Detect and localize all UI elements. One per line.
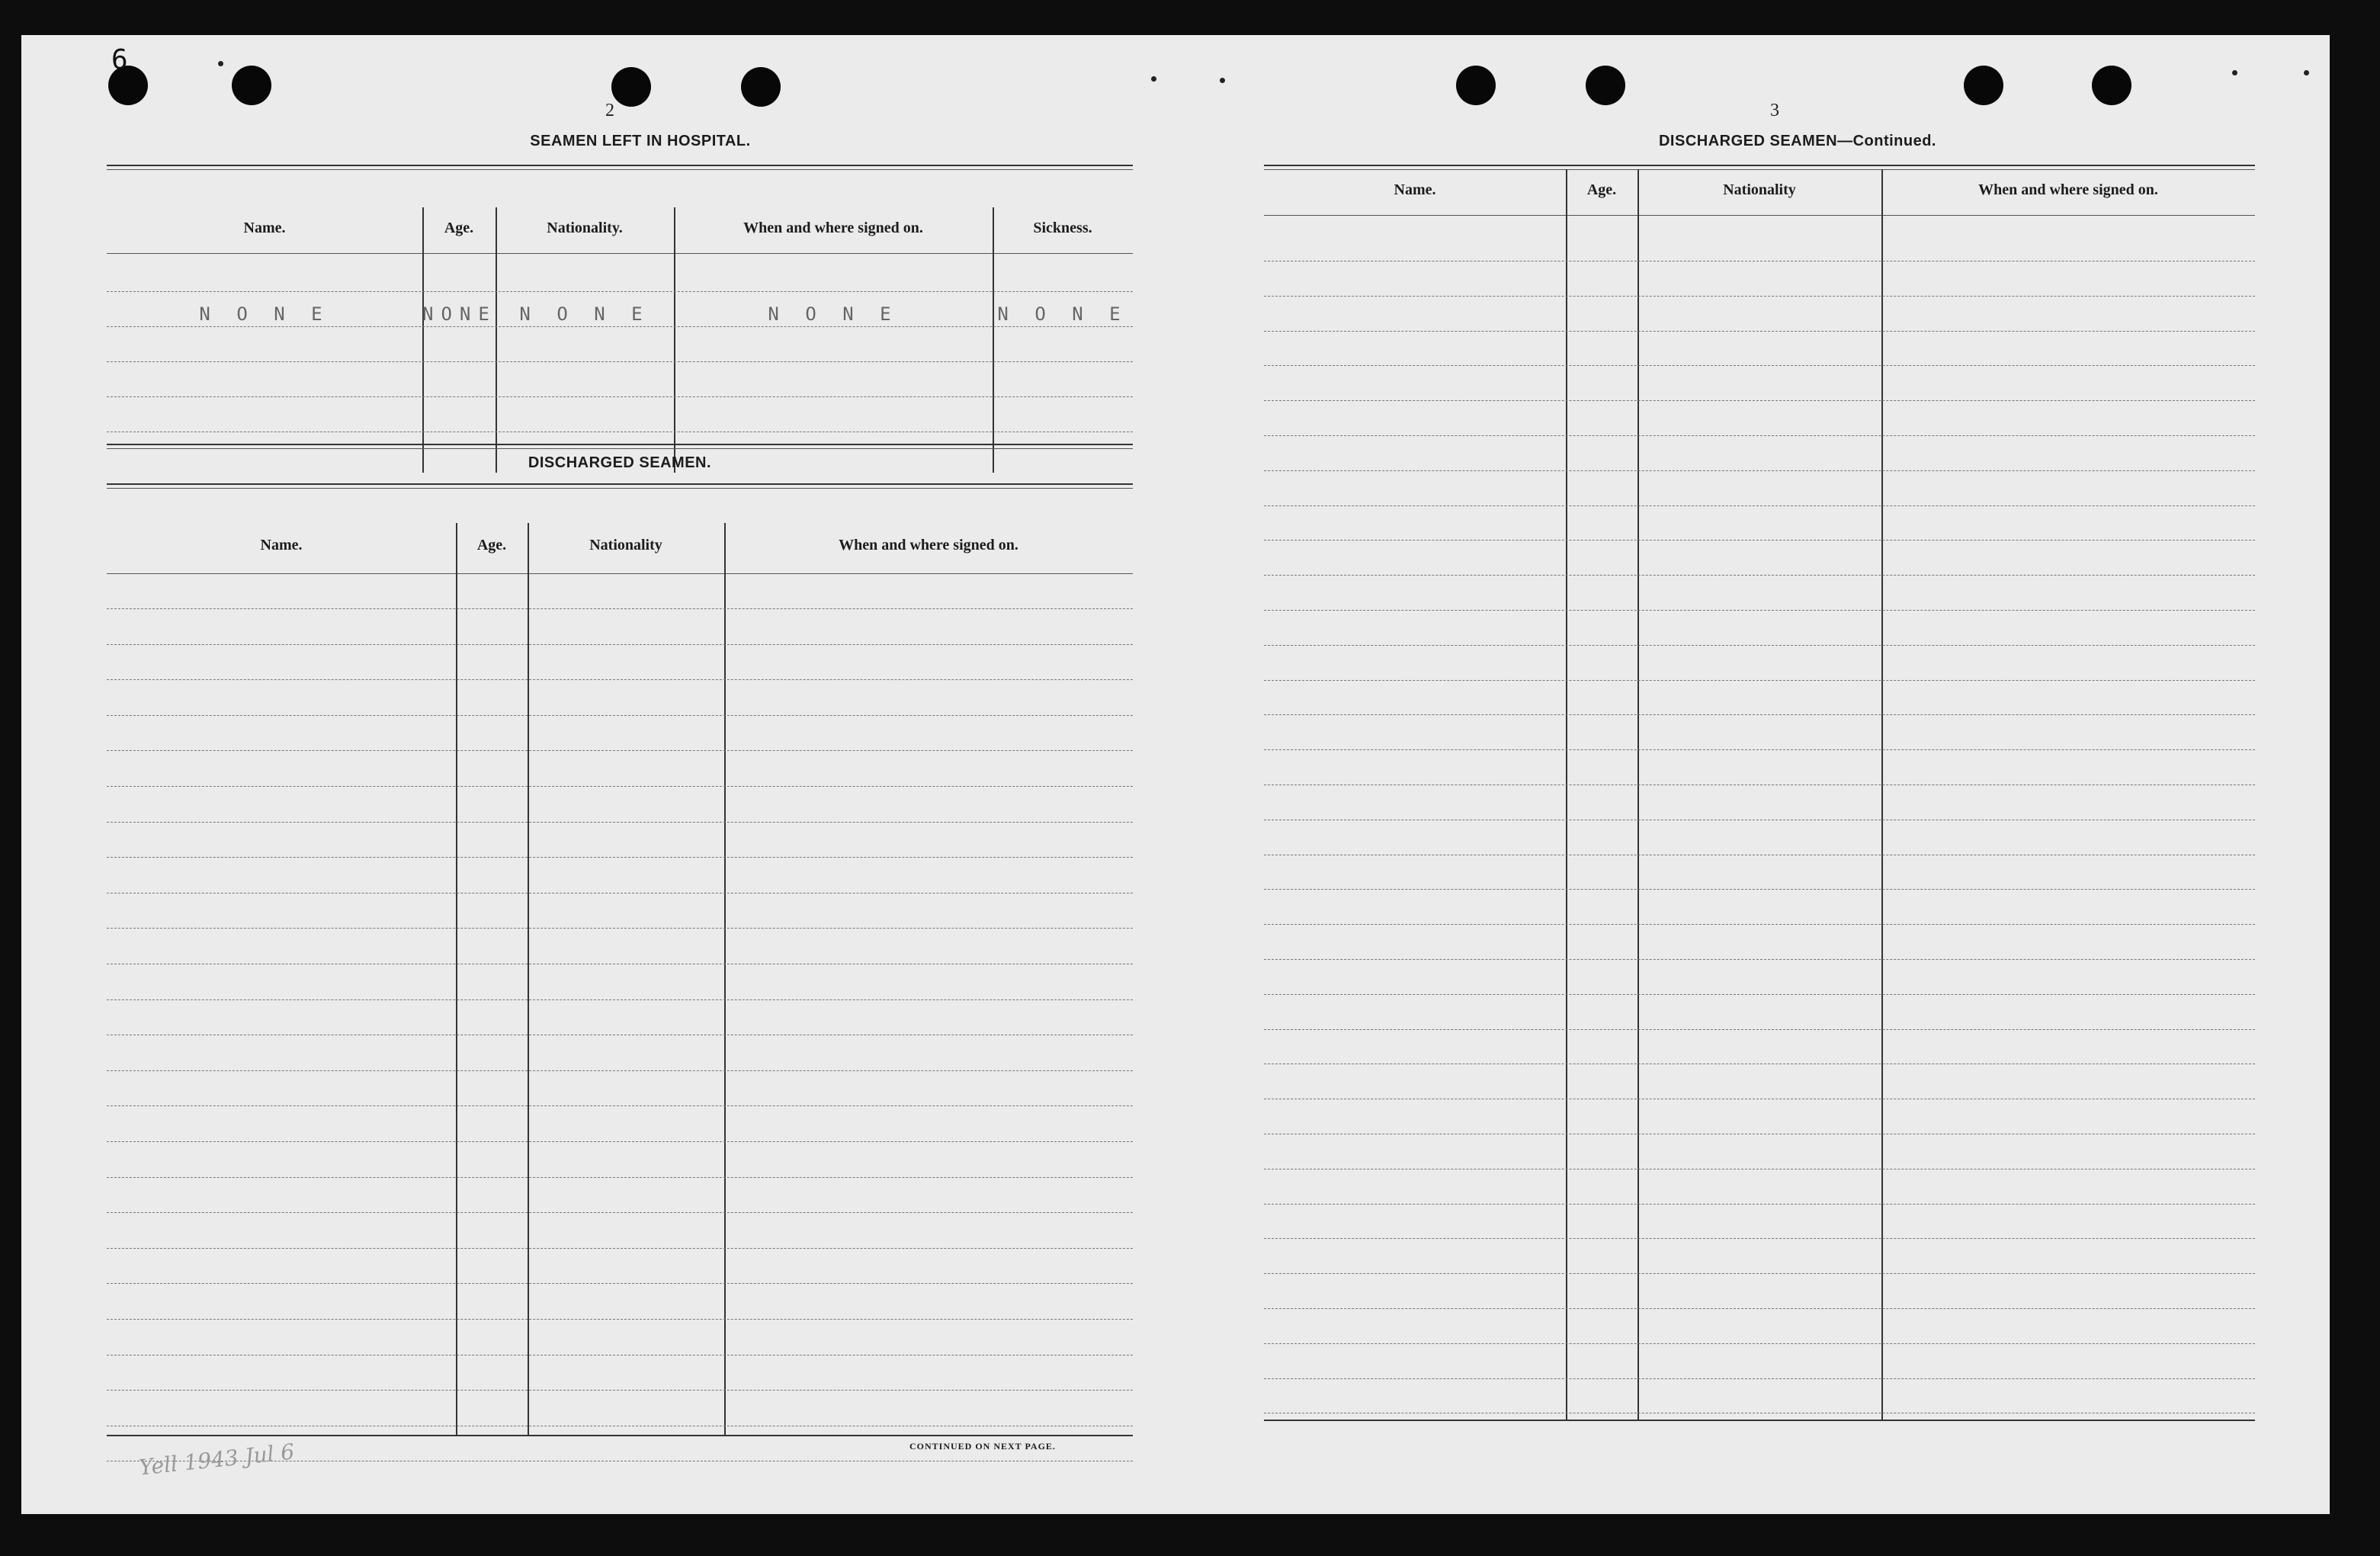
top-rule [1264, 165, 2255, 166]
hospital-title: SEAMEN LEFT IN HOSPITAL. [530, 133, 751, 149]
row-rule [107, 1105, 1133, 1106]
column-rule [1566, 169, 1567, 1420]
hospital-value: N O N E [997, 303, 1128, 325]
discharged-title: DISCHARGED SEAMEN. [528, 454, 712, 471]
column-header: Sickness. [1033, 220, 1092, 236]
column-header: Nationality [589, 537, 662, 553]
discharged-continued-title [1264, 133, 2331, 150]
row-rule [107, 679, 1133, 680]
row-rule [1264, 610, 2255, 611]
row-rule [107, 999, 1133, 1000]
row-rule [107, 326, 1133, 327]
header-rule [107, 253, 1133, 254]
row-rule [1264, 540, 2255, 541]
row-rule [107, 1283, 1133, 1284]
row-rule [1264, 645, 2255, 646]
section-rule [107, 444, 1133, 445]
hospital-value: N O N E [199, 303, 330, 325]
row-rule [107, 396, 1133, 397]
page-number: 2 [605, 101, 614, 120]
row-rule [1264, 575, 2255, 576]
bottom-rule [107, 1435, 1133, 1436]
section-rule [107, 448, 1133, 449]
row-rule [107, 1390, 1133, 1391]
form-sheet [21, 35, 2330, 1514]
column-rule [674, 207, 675, 473]
left-page [21, 35, 1165, 1514]
column-header: When and where signed on. [1978, 181, 2158, 198]
column-header: Name. [260, 537, 303, 553]
bottom-rule [1264, 1420, 2255, 1421]
column-header: Nationality. [547, 220, 623, 236]
row-rule [1264, 505, 2255, 506]
header-rule [1264, 215, 2255, 216]
column-header: Age. [1586, 181, 1617, 198]
header-rule [107, 573, 1133, 574]
column-rule [496, 207, 497, 473]
column-header: When and where signed on. [743, 220, 923, 236]
row-rule [1264, 1204, 2255, 1205]
column-header: When and where signed on. [839, 537, 1018, 553]
title-main: DISCHARGED SEAMEN [1658, 133, 1838, 149]
column-header: Name. [243, 220, 286, 236]
row-rule [1264, 296, 2255, 297]
column-rule [724, 523, 726, 1435]
row-rule [1264, 889, 2255, 890]
row-rule [1264, 784, 2255, 785]
column-rule [1881, 169, 1883, 1420]
row-rule [1264, 1029, 2255, 1030]
section-rule [107, 488, 1133, 489]
row-rule [1264, 365, 2255, 366]
row-rule [1264, 994, 2255, 995]
handwritten-note: Yell 1943 Jul 6 [137, 1439, 296, 1481]
row-rule [107, 715, 1133, 716]
row-rule [1264, 470, 2255, 471]
top-rule [1264, 169, 2255, 170]
row-rule [107, 361, 1133, 362]
row-rule [1264, 680, 2255, 681]
row-rule [1264, 331, 2255, 332]
row-rule [107, 1070, 1133, 1071]
section-rule [107, 483, 1133, 485]
column-header: Age. [476, 537, 507, 553]
continued-footer: CONTINUED ON NEXT PAGE. [909, 1441, 1056, 1452]
row-rule [107, 1248, 1133, 1249]
column-rule [456, 523, 457, 1435]
row-rule [1264, 924, 2255, 925]
row-rule [1264, 1238, 2255, 1239]
top-rule [107, 169, 1133, 170]
row-rule [1264, 400, 2255, 401]
row-rule [1264, 435, 2255, 436]
column-rule [528, 523, 529, 1435]
column-header: Nationality [1723, 181, 1796, 198]
row-rule [107, 1141, 1133, 1142]
right-page [1165, 35, 2330, 1514]
column-header: Age. [444, 220, 474, 236]
row-rule [107, 750, 1133, 751]
column-rule [993, 207, 994, 473]
margin-mark: 6 [111, 44, 128, 75]
row-rule [107, 644, 1133, 645]
row-rule [1264, 1273, 2255, 1274]
row-rule [107, 1177, 1133, 1178]
hospital-value: NONE [422, 303, 497, 325]
row-rule [107, 857, 1133, 858]
hospital-value: N O N E [768, 303, 899, 325]
row-rule [1264, 1378, 2255, 1379]
top-rule [107, 165, 1133, 166]
row-rule [107, 291, 1133, 292]
row-rule [107, 608, 1133, 609]
hospital-value: N O N E [519, 303, 650, 325]
title-suffix: —Continued. [1837, 133, 1936, 149]
row-rule [1264, 959, 2255, 960]
page-number: 3 [1770, 101, 1779, 120]
column-rule [1637, 169, 1639, 1420]
column-header: Name. [1394, 181, 1436, 198]
row-rule [1264, 714, 2255, 715]
row-rule [107, 822, 1133, 823]
row-rule [107, 928, 1133, 929]
row-rule [107, 786, 1133, 787]
row-rule [107, 1319, 1133, 1320]
column-rule [422, 207, 424, 473]
row-rule [1264, 1343, 2255, 1344]
row-rule [1264, 749, 2255, 750]
row-rule [1264, 1308, 2255, 1309]
row-rule [107, 1212, 1133, 1213]
